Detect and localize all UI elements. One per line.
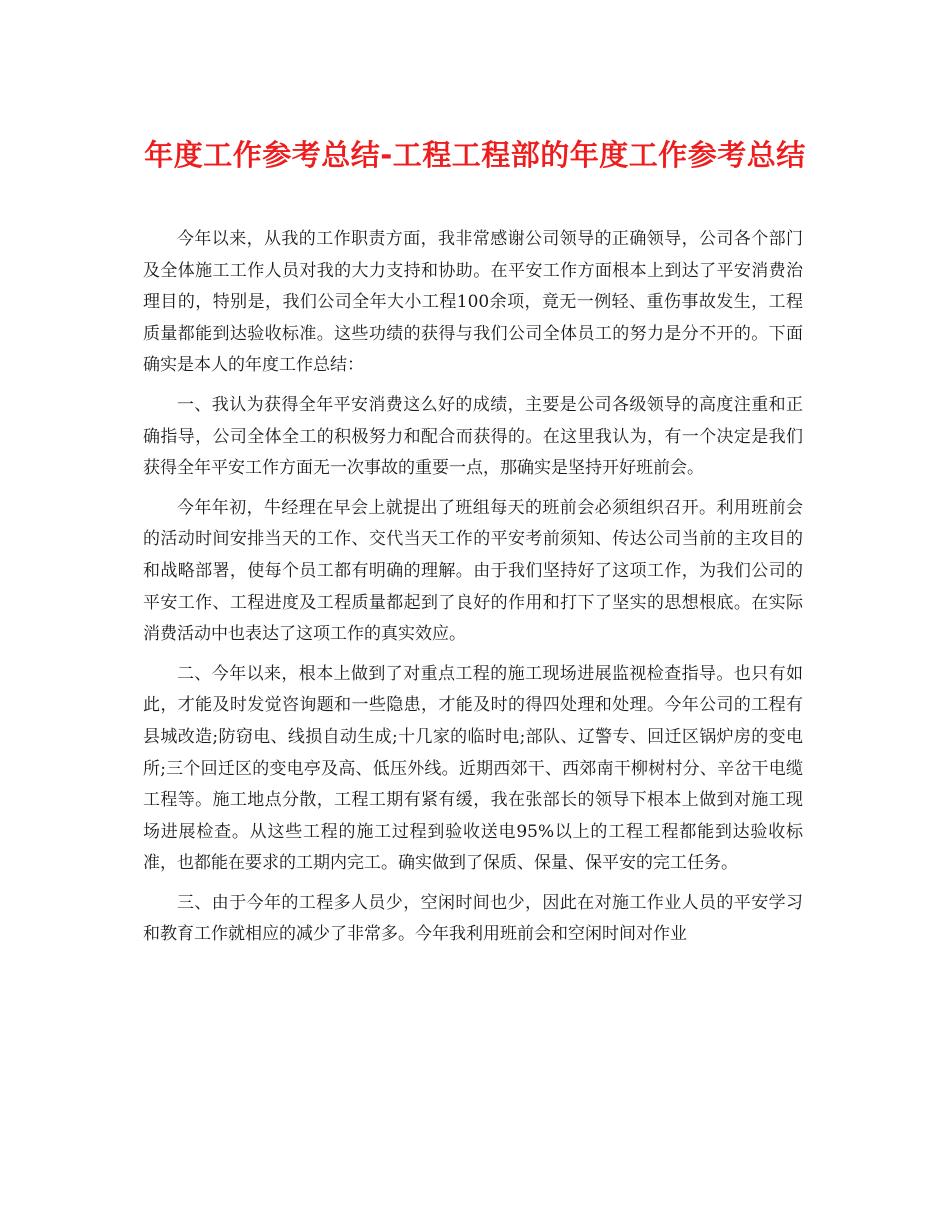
paragraph-point-two: 二、今年以来，根本上做到了对重点工程的施工现场进展监视检查指导。也只有如此，才能及时发觉咨询题和一些隐患，才能及时的得四处理和处理。今年公司的工程有县城改造;防窃电、线损自动生成;十几家的临时电;部队、辽警专、回迁区锅炉房的变电所;三个回迁区的变电亭及高、低压外线。近期西郊干、西郊南干柳树村分、辛岔干电缆工程等。施工地点分散，工程工期有紧有缓，我在张部长的领导下根本上做到对施工现场进展检查。从这些工程的施工过程到验收送电95%以上的工程工程都能到达验收标准，也都能在要求的工期内完工。确实做到了保质、保量、保平安的完工任务。 — [143, 663, 803, 874]
document-title: 年度工作参考总结-工程工程部的年度工作参考总结 — [144, 138, 806, 172]
paragraph-pre-shift-meeting: 今年年初，牛经理在早会上就提出了班组每天的班前会必须组织召开。利用班前会的活动时间安排当天的工作、交代当天工作的平安考前须知、传达公司当前的主攻目的和战略部署，使每个员工都有明确的理解。由于我们坚持好了这项工作，为我们公司的平安工作、工程进度及工程质量都起到了良好的作用和打下了坚实的思想根底。在实际消费活动中也表达了这项工作的真实效应。 — [143, 497, 803, 645]
document-body — [143, 224, 803, 959]
paragraph-point-one: 一、我认为获得全年平安消费这么好的成绩，主要是公司各级领导的高度注重和正确指导，公司全体全工的积极努力和配合而获得的。在这里我认为，有一个决定是我们获得全年平安工作方面无一次事故的重要一点，那确实是坚持开好班前会。 — [143, 394, 803, 479]
paragraph-intro: 今年以来，从我的工作职责方面，我非常感谢公司领导的正确领导，公司各个部门及全体施工工作人员对我的大力支持和协助。在平安工作方面根本上到达了平安消费治理目的，特别是，我们公司全年大小工程100余项，竟无一例轻、重伤事故发生，工程质量都能到达验收标准。这些功绩的获得与我们公司全体员工的努力是分不开的。下面确实是本人的年度工作总结： — [143, 229, 803, 376]
paragraph-point-three: 三、由于今年的工程多人员少，空闲时间也少，因此在对施工作业人员的平安学习和教育工作就相应的减少了非常多。今年我利用班前会和空闲时间对作业 — [143, 892, 803, 945]
